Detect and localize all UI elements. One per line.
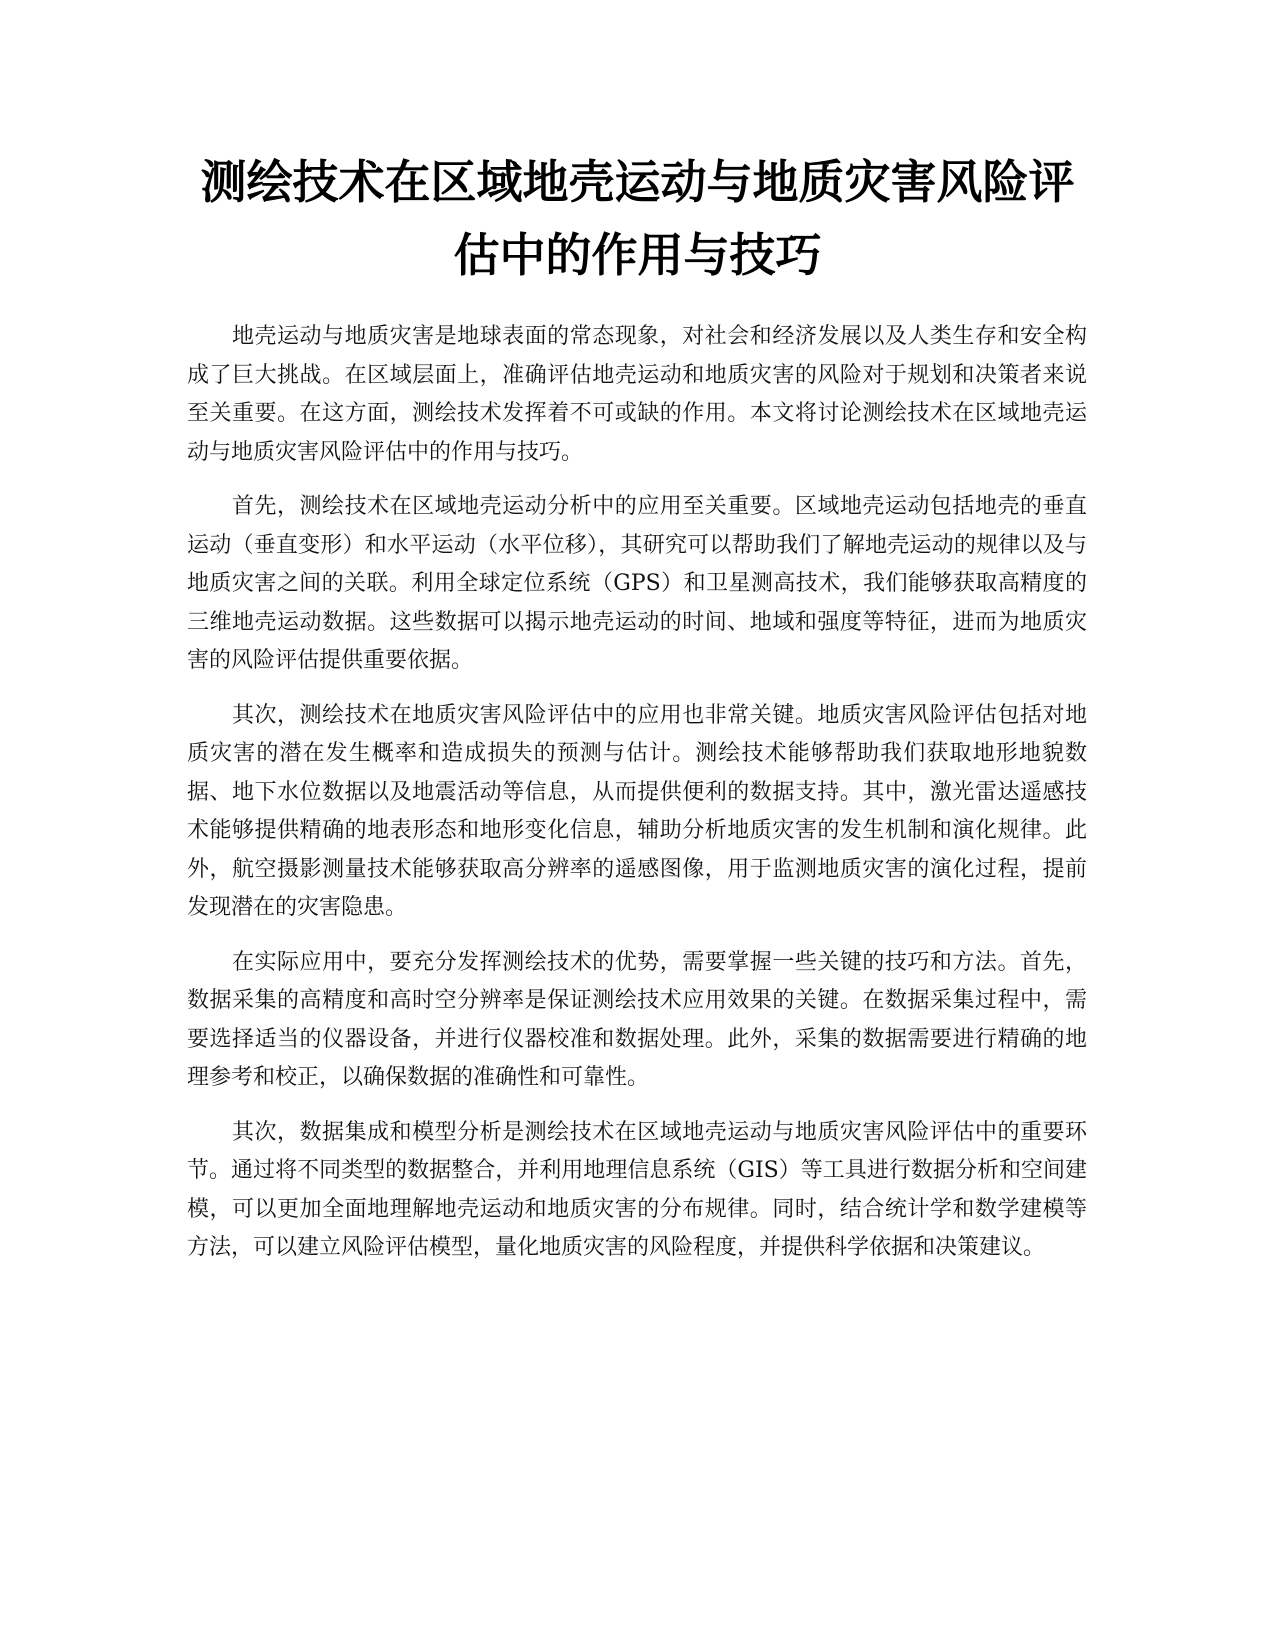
paragraph-5: 其次，数据集成和模型分析是测绘技术在区域地壳运动与地质灾害风险评估中的重要环节。通过将不同类型的数据整合，并利用地理信息系统（GIS）等工具进行数据分析和空间建模，可以更加全面地理解地壳运动和地质灾害的分布规律。同时，结合统计学和数学建模等方法，可以建立风险评估模型，量化地质灾害的风险程度，并提供科学依据和决策建议。	[187, 1119, 1087, 1260]
paragraph-1: 地壳运动与地质灾害是地球表面的常态现象，对社会和经济发展以及人类生存和安全构成了巨大挑战。在区域层面上，准确评估地壳运动和地质灾害的风险对于规划和决策者来说至关重要。在这方面，测绘技术发挥着不可或缺的作用。本文将讨论测绘技术在区域地壳运动与地质灾害风险评估中的作用与技巧。	[187, 324, 1087, 465]
document-title: 测绘技术在区域地壳运动与地质灾害风险评估中的作用与技巧	[200, 155, 1075, 282]
document-body	[187, 318, 1087, 1284]
paragraph-2: 首先，测绘技术在区域地壳运动分析中的应用至关重要。区域地壳运动包括地壳的垂直运动（垂直变形）和水平运动（水平位移），其研究可以帮助我们了解地壳运动的规律以及与地质灾害之间的关联。利用全球定位系统（GPS）和卫星测高技术，我们能够获取高精度的三维地壳运动数据。这些数据可以揭示地壳运动的时间、地域和强度等特征，进而为地质灾害的风险评估提供重要依据。	[187, 494, 1087, 673]
paragraph-3: 其次，测绘技术在地质灾害风险评估中的应用也非常关键。地质灾害风险评估包括对地质灾害的潜在发生概率和造成损失的预测与估计。测绘技术能够帮助我们获取地形地貌数据、地下水位数据以及地震活动等信息，从而提供便利的数据支持。其中，激光雷达遥感技术能够提供精确的地表形态和地形变化信息，辅助分析地质灾害的发生机制和演化规律。此外，航空摄影测量技术能够获取高分辨率的遥感图像，用于监测地质灾害的演化过程，提前发现潜在的灾害隐患。	[187, 702, 1087, 920]
paragraph-4: 在实际应用中，要充分发挥测绘技术的优势，需要掌握一些关键的技巧和方法。首先，数据采集的高精度和高时空分辨率是保证测绘技术应用效果的关键。在数据采集过程中，需要选择适当的仪器设备，并进行仪器校准和数据处理。此外，采集的数据需要进行精确的地理参考和校正，以确保数据的准确性和可靠性。	[187, 949, 1087, 1090]
